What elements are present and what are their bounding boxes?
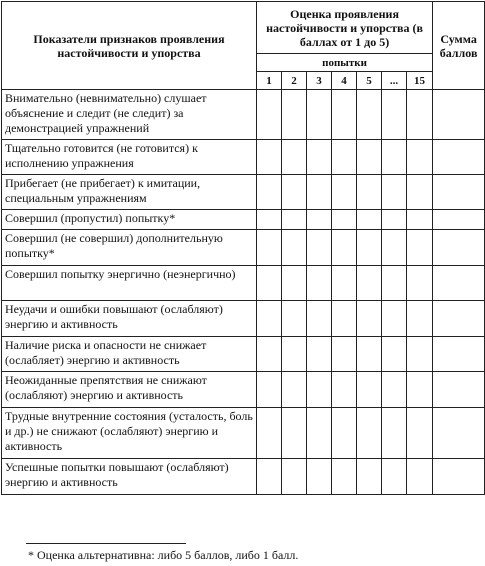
score-cell[interactable] xyxy=(407,90,433,140)
sum-cell[interactable] xyxy=(433,408,485,459)
attempt-number: 15 xyxy=(407,72,433,90)
score-cell[interactable] xyxy=(382,210,407,230)
indicator-cell: Наличие риска и опасности не снижает (ослабляет) энергию и активность xyxy=(2,337,257,372)
attempt-number: 3 xyxy=(307,72,332,90)
score-cell[interactable] xyxy=(407,140,433,175)
table-row xyxy=(2,408,485,459)
sum-header: Сумма баллов xyxy=(433,2,485,90)
table-row xyxy=(2,210,485,230)
score-cell[interactable] xyxy=(332,175,357,210)
score-cell[interactable] xyxy=(332,210,357,230)
score-cell[interactable] xyxy=(307,210,332,230)
score-cell[interactable] xyxy=(407,210,433,230)
score-cell[interactable] xyxy=(307,266,332,301)
score-cell[interactable] xyxy=(407,459,433,495)
score-cell[interactable] xyxy=(407,301,433,337)
score-cell[interactable] xyxy=(307,301,332,337)
table-row xyxy=(2,337,485,372)
indicator-cell: Совершил (не совершил) дополнительную попытку* xyxy=(2,230,257,266)
score-cell[interactable] xyxy=(332,90,357,140)
score-cell[interactable] xyxy=(357,210,382,230)
indicator-cell: Трудные внутренние состояния (усталость, боль и др.) не снижают (ослабляют) энергию и активность xyxy=(2,408,257,459)
sum-cell[interactable] xyxy=(433,301,485,337)
score-cell[interactable] xyxy=(357,337,382,372)
score-cell[interactable] xyxy=(382,408,407,459)
table-row xyxy=(2,90,485,140)
score-cell[interactable] xyxy=(282,337,307,372)
score-cell[interactable] xyxy=(282,372,307,408)
sum-cell[interactable] xyxy=(433,175,485,210)
score-cell[interactable] xyxy=(332,266,357,301)
score-cell[interactable] xyxy=(382,372,407,408)
score-cell[interactable] xyxy=(332,372,357,408)
score-cell[interactable] xyxy=(257,408,282,459)
indicator-cell: Прибегает (не прибегает) к имитации, специальным упражнениям xyxy=(2,175,257,210)
attempt-number: 4 xyxy=(332,72,357,90)
score-cell[interactable] xyxy=(257,175,282,210)
score-cell[interactable] xyxy=(382,230,407,266)
rating-header: Оценка проявления настойчивости и упорства (в баллах от 1 до 5) xyxy=(257,2,433,54)
attempt-number: 1 xyxy=(257,72,282,90)
score-cell[interactable] xyxy=(382,459,407,495)
score-cell[interactable] xyxy=(407,230,433,266)
score-cell[interactable] xyxy=(257,372,282,408)
sum-cell[interactable] xyxy=(433,90,485,140)
score-cell[interactable] xyxy=(407,408,433,459)
indicator-cell: Неудачи и ошибки повышают (ослабляют) энергию и активность xyxy=(2,301,257,337)
attempt-number: 2 xyxy=(282,72,307,90)
footnote-divider xyxy=(26,543,186,544)
score-cell[interactable] xyxy=(332,301,357,337)
table-row xyxy=(2,230,485,266)
table-row xyxy=(2,266,485,301)
score-cell[interactable] xyxy=(407,175,433,210)
sum-cell[interactable] xyxy=(433,266,485,301)
sum-cell[interactable] xyxy=(433,210,485,230)
indicator-cell: Тщательно готовится (не готовится) к исполнению упражнения xyxy=(2,140,257,175)
score-cell[interactable] xyxy=(357,90,382,140)
score-cell[interactable] xyxy=(257,301,282,337)
footnote: * Оценка альтернативна: либо 5 баллов, либо 1 балл. xyxy=(28,548,299,562)
score-cell[interactable] xyxy=(282,230,307,266)
attempt-number: 5 xyxy=(357,72,382,90)
score-cell[interactable] xyxy=(282,175,307,210)
score-cell[interactable] xyxy=(382,337,407,372)
score-cell[interactable] xyxy=(357,408,382,459)
score-cell[interactable] xyxy=(257,230,282,266)
attempts-label: попытки xyxy=(257,54,433,72)
table-row xyxy=(2,301,485,337)
score-cell[interactable] xyxy=(282,210,307,230)
score-cell[interactable] xyxy=(307,140,332,175)
score-cell[interactable] xyxy=(382,175,407,210)
assessment-table xyxy=(1,1,485,495)
score-cell[interactable] xyxy=(357,301,382,337)
score-cell[interactable] xyxy=(357,175,382,210)
score-cell[interactable] xyxy=(307,372,332,408)
sum-cell[interactable] xyxy=(433,337,485,372)
score-cell[interactable] xyxy=(257,337,282,372)
score-cell[interactable] xyxy=(257,90,282,140)
sum-cell[interactable] xyxy=(433,459,485,495)
indicator-cell: Совершил попытку энергично (неэнергично) xyxy=(2,266,257,301)
score-cell[interactable] xyxy=(282,266,307,301)
indicator-cell: Неожиданные препятствия не снижают (ослабляют) энергию и активность xyxy=(2,372,257,408)
attempt-number: ... xyxy=(382,72,407,90)
table-row xyxy=(2,175,485,210)
score-cell[interactable] xyxy=(282,459,307,495)
indicator-cell: Внимательно (невнимательно) слушает объяснение и следит (не следит) за демонстрацией упражнений xyxy=(2,90,257,140)
score-cell[interactable] xyxy=(382,301,407,337)
score-cell[interactable] xyxy=(257,459,282,495)
score-cell[interactable] xyxy=(382,90,407,140)
score-cell[interactable] xyxy=(307,230,332,266)
table-row xyxy=(2,372,485,408)
score-cell[interactable] xyxy=(382,140,407,175)
score-cell[interactable] xyxy=(407,372,433,408)
score-cell[interactable] xyxy=(357,230,382,266)
score-cell[interactable] xyxy=(357,140,382,175)
score-cell[interactable] xyxy=(407,266,433,301)
score-cell[interactable] xyxy=(307,408,332,459)
score-cell[interactable] xyxy=(307,90,332,140)
indicator-cell: Совершил (пропустил) попытку* xyxy=(2,210,257,230)
table-row xyxy=(2,459,485,495)
sum-cell[interactable] xyxy=(433,230,485,266)
score-cell[interactable] xyxy=(257,266,282,301)
score-cell[interactable] xyxy=(332,408,357,459)
score-cell[interactable] xyxy=(282,140,307,175)
score-cell[interactable] xyxy=(382,266,407,301)
score-cell[interactable] xyxy=(332,459,357,495)
score-cell[interactable] xyxy=(282,301,307,337)
score-cell[interactable] xyxy=(407,337,433,372)
score-cell[interactable] xyxy=(357,372,382,408)
score-cell[interactable] xyxy=(307,459,332,495)
sum-cell[interactable] xyxy=(433,140,485,175)
score-cell[interactable] xyxy=(357,266,382,301)
score-cell[interactable] xyxy=(357,459,382,495)
score-cell[interactable] xyxy=(332,140,357,175)
score-cell[interactable] xyxy=(282,408,307,459)
score-cell[interactable] xyxy=(307,175,332,210)
score-cell[interactable] xyxy=(257,140,282,175)
score-cell[interactable] xyxy=(282,90,307,140)
table-row xyxy=(2,140,485,175)
score-cell[interactable] xyxy=(257,210,282,230)
indicator-cell: Успешные попытки повышают (ослабляют) энергию и активность xyxy=(2,459,257,495)
sum-cell[interactable] xyxy=(433,372,485,408)
score-cell[interactable] xyxy=(307,337,332,372)
indicators-header: Показатели признаков проявления настойчивости и упорства xyxy=(2,2,257,90)
score-cell[interactable] xyxy=(332,230,357,266)
score-cell[interactable] xyxy=(332,337,357,372)
